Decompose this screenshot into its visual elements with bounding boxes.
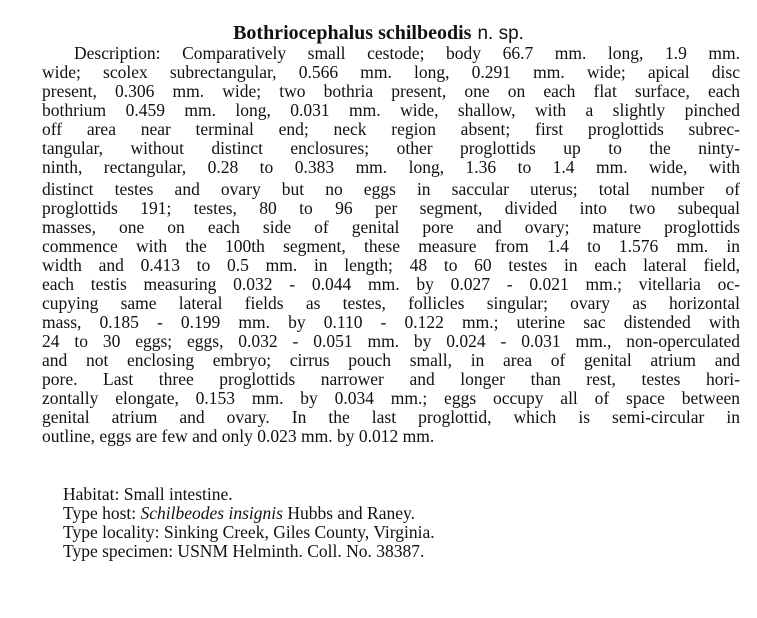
text-line: bothrium 0.459 mm. long, 0.031 mm. wide, shallow, with a slightly pinched — [42, 101, 740, 120]
species-name: Bothriocephalus schilbeodis — [233, 22, 472, 44]
host-authority: Hubbs and Raney. — [287, 504, 415, 523]
text-line: masses, one on each side of genital pore and ovary; mature proglottids — [42, 218, 740, 237]
text-line: ninth, rectangular, 0.28 to 0.383 mm. long, 1.36 to 1.4 mm. wide, with — [42, 158, 740, 177]
text-line: each testis measuring 0.032 - 0.044 mm. by 0.027 - 0.021 mm.; vitellaria oc- — [42, 275, 740, 294]
text-line: width and 0.413 to 0.5 mm. in length; 48 to 60 testes in each lateral field, — [42, 256, 740, 275]
text-line: mass, 0.185 - 0.199 mm. by 0.110 - 0.122 mm.; uterine sac distended with — [42, 313, 740, 332]
type-specimen: Type specimen: USNM Helminth. Coll. No. 38387. — [63, 542, 425, 561]
text-line: genital atrium and ovary. In the last proglottid, which is semi-circular in — [42, 408, 740, 427]
text-line: proglottids 191; testes, 80 to 96 per segment, divided into two subequal — [42, 199, 740, 218]
text-line: outline, eggs are few and only 0.023 mm. by 0.012 mm. — [42, 427, 435, 446]
type-host-label: Type host: — [63, 504, 137, 523]
text-line: off area near terminal end; neck region absent; first proglottids subrec- — [42, 120, 740, 139]
host-species: Schilbeodes insignis — [140, 504, 283, 523]
description-paragraph — [42, 44, 740, 446]
text-line: 24 to 30 eggs; eggs, 0.032 - 0.051 mm. by 0.024 - 0.031 mm., non-operculated — [42, 332, 740, 351]
text-line: and not enclosing embryo; cirrus pouch small, in area of genital atrium and — [42, 351, 740, 370]
species-title — [0, 22, 757, 45]
habitat: Habitat: Small intestine. — [63, 485, 233, 504]
text-line: zontally elongate, 0.153 mm. by 0.034 mm.; eggs occupy all of space between — [42, 389, 740, 408]
text-line: pore. Last three proglottids narrower and longer than rest, testes hori- — [42, 370, 740, 389]
new-species-label: n. sp. — [477, 23, 524, 44]
text-line: present, 0.306 mm. wide; two bothria present, one on each flat surface, each — [42, 82, 740, 101]
text-line: commence with the 100th segment, these measure from 1.4 to 1.576 mm. in — [42, 237, 740, 256]
text-line: cupying same lateral fields as testes, follicles singular; ovary as horizontal — [42, 294, 740, 313]
text-line: distinct testes and ovary but no eggs in saccular uterus; total number of — [42, 180, 740, 199]
text-line: tangular, without distinct enclosures; other proglottids up to the ninty- — [42, 139, 740, 158]
type-host — [63, 504, 435, 523]
text-line: wide; scolex subrectangular, 0.566 mm. long, 0.291 mm. wide; apical disc — [42, 63, 740, 82]
type-info — [63, 485, 435, 561]
text-line: Description: Comparatively small cestode; body 66.7 mm. long, 1.9 mm. — [74, 44, 740, 63]
type-locality: Type locality: Sinking Creek, Giles County, Virginia. — [63, 523, 435, 542]
